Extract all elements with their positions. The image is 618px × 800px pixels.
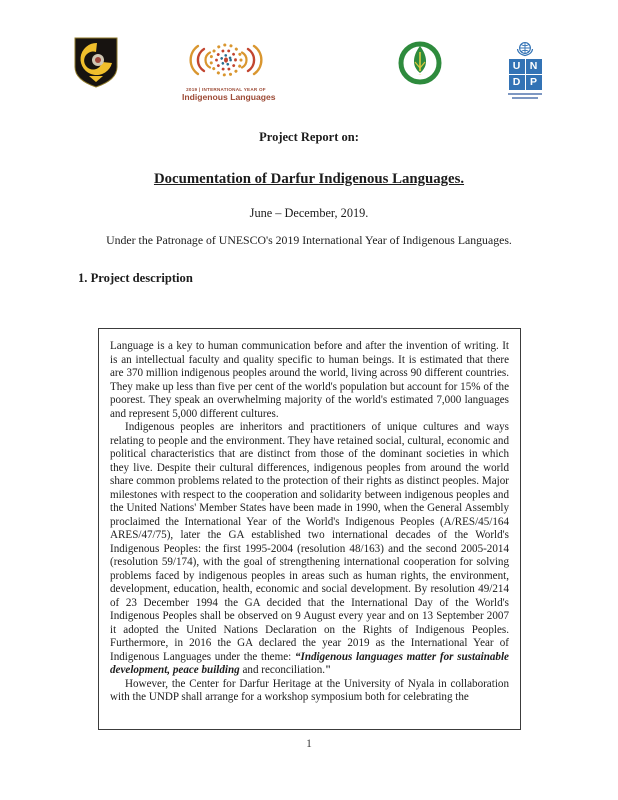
- report-kicker: Project Report on:: [259, 130, 359, 144]
- undp-logo: [503, 40, 547, 101]
- green-leaf-icon: [397, 40, 443, 86]
- iyil-name-text: Indigenous Languages: [182, 92, 276, 102]
- body-paragraph: [110, 340, 509, 421]
- logo-row: [0, 0, 618, 115]
- body-text-segment: However, the Center for Darfur Heritage at the University of Nyala in collaboration with the UNDP shall arrange for a workshop symposium both for celebrating the: [110, 677, 509, 703]
- iyil-year-text: 2019 | INTERNATIONAL YEAR OF: [186, 87, 266, 92]
- iyil-rosette-icon: [184, 40, 268, 80]
- patronage-line: Under the Patronage of UNESCO's 2019 International Year of Indigenous Languages.: [106, 233, 512, 247]
- undp-tagline-text: [503, 93, 547, 99]
- body-text-segment: “Indigenous languages matter for sustainable development, peace building: [110, 650, 509, 676]
- undp-letter-grid: [509, 59, 542, 90]
- body-text-segment: and reconciliation.: [239, 664, 326, 676]
- university-shield-logo: [72, 36, 120, 93]
- iyil-2019-logo: [182, 40, 276, 102]
- undp-letter-p: P: [526, 75, 542, 90]
- page-number: 1: [306, 738, 312, 750]
- undp-letter-u: U: [509, 59, 525, 74]
- green-emblem-logo: [397, 40, 443, 91]
- report-date-range: June – December, 2019.: [249, 206, 369, 220]
- page-title: Documentation of Darfur Indigenous Languages.: [153, 171, 465, 187]
- body-paragraph: [110, 421, 509, 678]
- body-text-segment: Language is a key to human communication before and after the invention of writing. It is an intellectual faculty and quality specific to human beings. It is estimated that there are 370 million indigenous peoples around the world, living across 90 different countries. They make up less than five per cent of the world's population but account for 15% of the poorest. They speak an overwhelming majority of the world's estimated 7,000 languages and represent 5,000 different cultures.: [110, 340, 509, 420]
- undp-letter-n: N: [526, 59, 542, 74]
- body-text-segment: Indigenous peoples are inheritors and practitioners of unique cultures and ways relating to people and the environment. They have retained social, cultural, economic and political characteristics that are distinct from those of the dominant societies in which they live. Despite their cultural differences, indigenous peoples from around the world share common problems related to the protection of their rights as distinct peoples. Major milestones with respect to the cooperation and solidarity between indigenous peoples and the United Nations' Member States have been made in 1990, when the General Assembly proclaimed the International Year of the World's Indigenous Peoples (A/RES/45/164 ARES/47/75), later the GA established two international decades of the World's Indigenous Peoples: the first 1995-2004 (resolution 48/163) and the second 2005-2014 (resolution 59/174), with the goal of strengthening international cooperation for solving problems faced by indigenous peoples in areas such as human rights, the environment, development, education, health, economic and social development. By resolution 49/214 of 23 December 1994 the GA decided that the International Day of the World's Indigenous Peoples shall be observed on 9 August every year and on 13 September 2007 it adopted the United Nations Declaration on the Rights of Indigenous Peoples. Furthermore, in 2016 the GA declared the year 2019 as the International Year of Indigenous Languages under the theme:: [110, 421, 509, 663]
- undp-letter-d: D: [509, 75, 525, 90]
- un-emblem-icon: [515, 40, 535, 58]
- report-box-content: [110, 340, 509, 705]
- university-shield-icon: [72, 36, 120, 88]
- report-text-box: [98, 328, 521, 730]
- body-text-segment: ": [325, 664, 332, 676]
- body-paragraph: [110, 678, 509, 705]
- section-heading-project-description: 1. Project description: [78, 271, 193, 285]
